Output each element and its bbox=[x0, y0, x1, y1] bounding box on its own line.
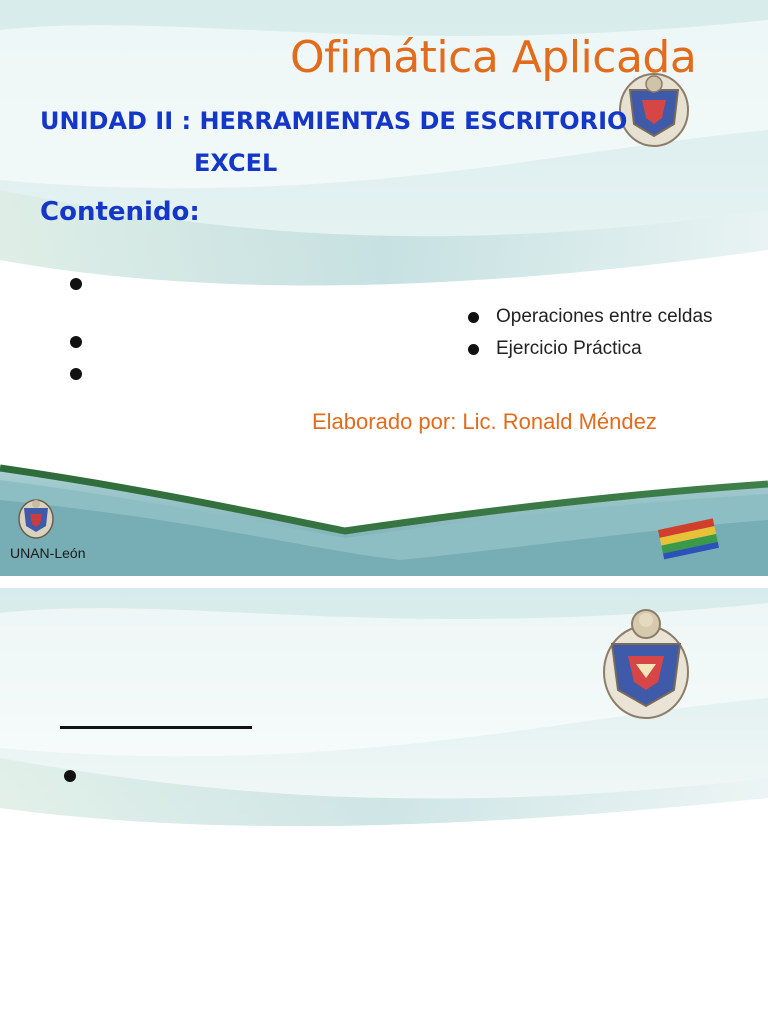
title-underline bbox=[60, 726, 252, 729]
unit-subtitle: EXCEL bbox=[194, 149, 278, 177]
empty-bullet-list bbox=[68, 262, 128, 392]
list-item: Operaciones entre celdas bbox=[466, 302, 713, 334]
bullet-marker bbox=[68, 328, 88, 348]
university-crest-icon bbox=[598, 598, 694, 722]
list-item: Ejercicio Práctica bbox=[466, 334, 713, 366]
unit-heading: UNIDAD II : HERRAMIENTAS DE ESCRITORIO bbox=[40, 107, 628, 135]
bullet-marker bbox=[64, 770, 76, 782]
small-crest-icon bbox=[16, 494, 56, 540]
bullet-marker bbox=[68, 270, 88, 290]
footer-label: UNAN-León bbox=[10, 545, 86, 561]
contents-heading: Contenido: bbox=[40, 197, 200, 227]
slide-2 bbox=[0, 588, 768, 842]
author-credit: Elaborado por: Lic. Ronald Méndez bbox=[312, 409, 657, 434]
bullet-marker bbox=[68, 360, 88, 380]
contents-list bbox=[466, 302, 713, 366]
slide-title: Ofimática Aplicada bbox=[290, 32, 697, 83]
bullet-marker bbox=[468, 312, 479, 323]
bullet-marker bbox=[468, 344, 479, 355]
